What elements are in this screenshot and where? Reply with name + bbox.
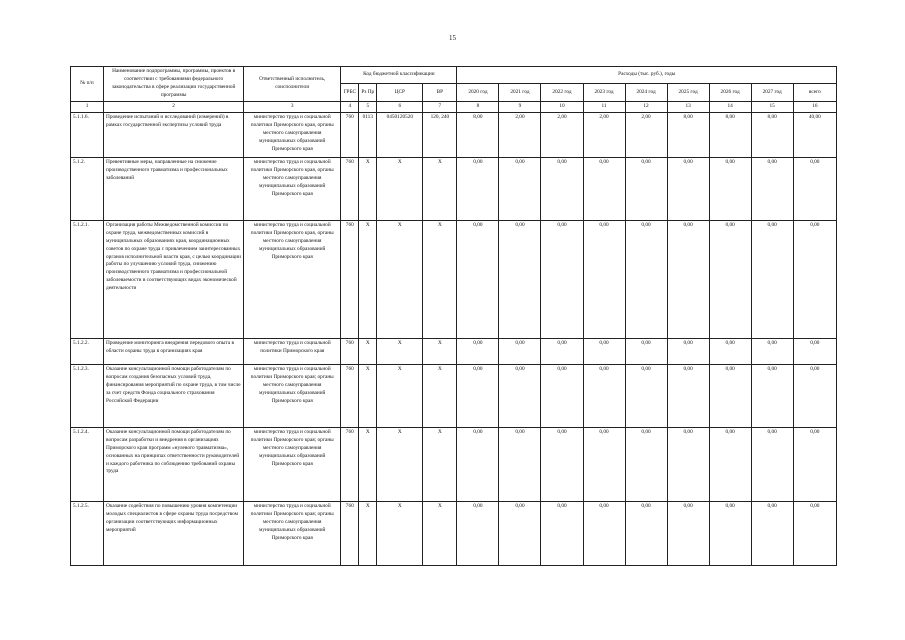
header-vr: ВР: [423, 84, 457, 101]
table-row: [71, 338, 837, 364]
column-number: 11: [583, 101, 625, 112]
value-total: 40,00: [793, 112, 836, 157]
value-total: 0,00: [793, 338, 836, 364]
value-cell: 2,00: [583, 112, 625, 157]
header-csr: ЦСР: [377, 84, 423, 101]
value-cell: 0,00: [625, 338, 667, 364]
value-cell: 0,00: [709, 427, 751, 501]
column-number: 6: [377, 101, 423, 112]
value-cell: 0,00: [625, 364, 667, 427]
value-cell: 0,00: [541, 220, 583, 338]
vr-code: X: [423, 427, 457, 501]
vr-code: 120, 240: [423, 112, 457, 157]
column-number: 8: [457, 101, 499, 112]
grbs-code: 760: [341, 427, 359, 501]
table-row: [71, 427, 837, 501]
header-grbs: ГРБС: [341, 84, 359, 101]
column-number: 10: [541, 101, 583, 112]
header-name: Наименование подпрограммы, программы, проектов в соответствии с требованиями федерального законодательства в сфере реализации государственной программы: [104, 67, 244, 102]
value-cell: 0,00: [457, 501, 499, 565]
value-cell: 8,00: [667, 112, 709, 157]
value-cell: 0,00: [625, 157, 667, 220]
value-cell: 0,00: [667, 338, 709, 364]
column-number: 1: [71, 101, 104, 112]
budget-table: [70, 66, 837, 566]
rzpr-code: X: [359, 157, 377, 220]
column-number: 15: [751, 101, 793, 112]
column-number: 4: [341, 101, 359, 112]
vr-code: X: [423, 364, 457, 427]
value-cell: 0,00: [457, 157, 499, 220]
value-cell: 2,00: [541, 112, 583, 157]
measure-name: Проведение мониторинга внедрения передового опыта в области охраны труда в организациях края: [104, 338, 244, 364]
value-cell: 0,00: [583, 220, 625, 338]
column-number: 16: [793, 101, 836, 112]
executor: министерство труда и социальной политики Приморского края; органы местного самоуправления муниципальных образований Приморского края: [244, 501, 341, 565]
rzpr-code: 0113: [359, 112, 377, 157]
row-number: 5.1.2.5.: [71, 501, 104, 565]
value-cell: 0,00: [541, 157, 583, 220]
value-cell: 0,00: [583, 364, 625, 427]
executor: министерство труда и социальной политики Приморского края; органы местного самоуправления муниципальных образований Приморского края: [244, 364, 341, 427]
header-year: 2027 год: [751, 84, 793, 101]
value-cell: 0,00: [499, 427, 541, 501]
row-number: 5.1.2.4.: [71, 427, 104, 501]
column-number: 12: [625, 101, 667, 112]
row-number: 5.1.2.: [71, 157, 104, 220]
row-number: 5.1.2.3.: [71, 364, 104, 427]
csr-code: 0450120520: [377, 112, 423, 157]
value-cell: 8,00: [751, 112, 793, 157]
header-year: 2021 год: [499, 84, 541, 101]
value-total: 0,00: [793, 364, 836, 427]
header-rzpr: Рз Пр: [359, 84, 377, 101]
value-cell: 0,00: [499, 364, 541, 427]
vr-code: X: [423, 338, 457, 364]
column-numbers-row: [71, 101, 837, 112]
measure-name: Проведение испытаний и исследований (измерений) в рамках государственной экспертизы условий труда: [104, 112, 244, 157]
header-budget-code: Код бюджетной классификации: [341, 67, 457, 84]
grbs-code: 760: [341, 501, 359, 565]
table-row: [71, 501, 837, 565]
column-number: 14: [709, 101, 751, 112]
value-cell: 0,00: [583, 501, 625, 565]
measure-name: Организация работы Межведомственной комиссии по охране труда, межведомственных комиссий в муниципальных образованиях края, координационных советов по охране труда с привлечением заинтересованных органов исполнительной власти края, с целью координации работы по улучшению условий труда, снижению производственного травматизма и профессиональной заболеваемости в соответствующих видах экономической деятельности: [104, 220, 244, 338]
rzpr-code: X: [359, 220, 377, 338]
vr-code: X: [423, 157, 457, 220]
value-cell: 0,00: [751, 338, 793, 364]
measure-name: Оказание консультационной помощи работодателям по вопросам создания безопасных условий труда, финансирования мероприятий по охране труда, в том числе за счет средств Фонда социального страхования Российской Федерации: [104, 364, 244, 427]
header-year: 2020 год: [457, 84, 499, 101]
value-cell: 0,00: [583, 427, 625, 501]
csr-code: X: [377, 501, 423, 565]
value-cell: 0,00: [667, 157, 709, 220]
grbs-code: 760: [341, 338, 359, 364]
column-number: 5: [359, 101, 377, 112]
executor: министерство труда и социальной политики Приморского края, органы местного самоуправления муниципальных образований Приморского края: [244, 112, 341, 157]
header-year: 2025 год: [667, 84, 709, 101]
row-number: 5.1.1.6.: [71, 112, 104, 157]
value-cell: 0,00: [667, 220, 709, 338]
value-cell: 0,00: [751, 364, 793, 427]
value-cell: 0,00: [541, 338, 583, 364]
value-cell: 0,00: [751, 157, 793, 220]
table-row: [71, 220, 837, 338]
csr-code: X: [377, 338, 423, 364]
row-number: 5.1.2.1.: [71, 220, 104, 338]
column-number: 7: [423, 101, 457, 112]
value-total: 0,00: [793, 427, 836, 501]
value-cell: 0,00: [709, 220, 751, 338]
csr-code: X: [377, 157, 423, 220]
value-total: 0,00: [793, 157, 836, 220]
value-cell: 8,00: [457, 112, 499, 157]
header-expenses: Расходы (тыс. руб.), годы: [457, 67, 837, 84]
value-cell: 0,00: [583, 338, 625, 364]
csr-code: X: [377, 364, 423, 427]
rzpr-code: X: [359, 501, 377, 565]
rzpr-code: X: [359, 364, 377, 427]
value-cell: 0,00: [499, 338, 541, 364]
measure-name: Оказание консультационной помощи работодателям по вопросам разработки и внедрения в организациях Приморского края программ «нулевого травматизма», основанных на принципах ответственности руководителей и каждого работника по соблюдению требований охраны труда: [104, 427, 244, 501]
grbs-code: 760: [341, 364, 359, 427]
grbs-code: 760: [341, 157, 359, 220]
value-cell: 0,00: [499, 501, 541, 565]
header-row-1: [71, 67, 837, 84]
value-cell: 0,00: [457, 364, 499, 427]
value-cell: 0,00: [541, 501, 583, 565]
value-cell: 0,00: [625, 220, 667, 338]
grbs-code: 760: [341, 112, 359, 157]
grbs-code: 760: [341, 220, 359, 338]
value-cell: 0,00: [583, 157, 625, 220]
header-executor: Ответственный исполнитель, соисполнители: [244, 67, 341, 102]
value-cell: 0,00: [751, 427, 793, 501]
value-cell: 0,00: [751, 501, 793, 565]
rzpr-code: X: [359, 427, 377, 501]
vr-code: X: [423, 220, 457, 338]
column-number: 13: [667, 101, 709, 112]
value-total: 0,00: [793, 220, 836, 338]
executor: министерство труда и социальной политики Приморского края, органы местного самоуправления муниципальных образований Приморского края: [244, 157, 341, 220]
value-cell: 0,00: [541, 427, 583, 501]
value-cell: 0,00: [499, 220, 541, 338]
csr-code: X: [377, 427, 423, 501]
value-cell: 0,00: [709, 157, 751, 220]
measure-name: Оказание содействия по повышению уровня компетенции молодых специалистов в сфере охраны труда посредством организации соответствующих информационных мероприятий: [104, 501, 244, 565]
header-year: 2026 год: [709, 84, 751, 101]
table-row: [71, 112, 837, 157]
header-year: 2023 год: [583, 84, 625, 101]
value-cell: 0,00: [709, 364, 751, 427]
value-cell: 0,00: [709, 501, 751, 565]
value-cell: 0,00: [667, 364, 709, 427]
column-number: 9: [499, 101, 541, 112]
header-year: 2024 год: [625, 84, 667, 101]
value-cell: 0,00: [709, 338, 751, 364]
row-number: 5.1.2.2.: [71, 338, 104, 364]
value-cell: 8,00: [709, 112, 751, 157]
value-cell: 2,00: [499, 112, 541, 157]
value-total: 0,00: [793, 501, 836, 565]
value-cell: 0,00: [667, 501, 709, 565]
measure-name: Превентивные меры, направленные на снижение производственного травматизма и профессиональных заболеваний: [104, 157, 244, 220]
value-cell: 0,00: [625, 427, 667, 501]
value-cell: 0,00: [667, 427, 709, 501]
value-cell: 0,00: [541, 364, 583, 427]
header-year: 2022 год: [541, 84, 583, 101]
table-row: [71, 157, 837, 220]
value-cell: 0,00: [499, 157, 541, 220]
page-number: 15: [449, 34, 456, 42]
csr-code: X: [377, 220, 423, 338]
column-number: 3: [244, 101, 341, 112]
value-cell: 2,00: [625, 112, 667, 157]
executor: министерство труда и социальной политики Приморского края, органы местного самоуправления муниципальных образований Приморского края: [244, 220, 341, 338]
vr-code: X: [423, 501, 457, 565]
executor: министерство труда и социальной политики Приморского края: [244, 338, 341, 364]
executor: министерство труда и социальной политики Приморского края; органы местного самоуправления муниципальных образований Приморского края: [244, 427, 341, 501]
value-cell: 0,00: [625, 501, 667, 565]
rzpr-code: X: [359, 338, 377, 364]
header-total: всего: [793, 84, 836, 101]
value-cell: 0,00: [457, 427, 499, 501]
value-cell: 0,00: [457, 220, 499, 338]
column-number: 2: [104, 101, 244, 112]
header-no: № п/п: [71, 67, 104, 102]
value-cell: 0,00: [457, 338, 499, 364]
value-cell: 0,00: [751, 220, 793, 338]
table-row: [71, 364, 837, 427]
